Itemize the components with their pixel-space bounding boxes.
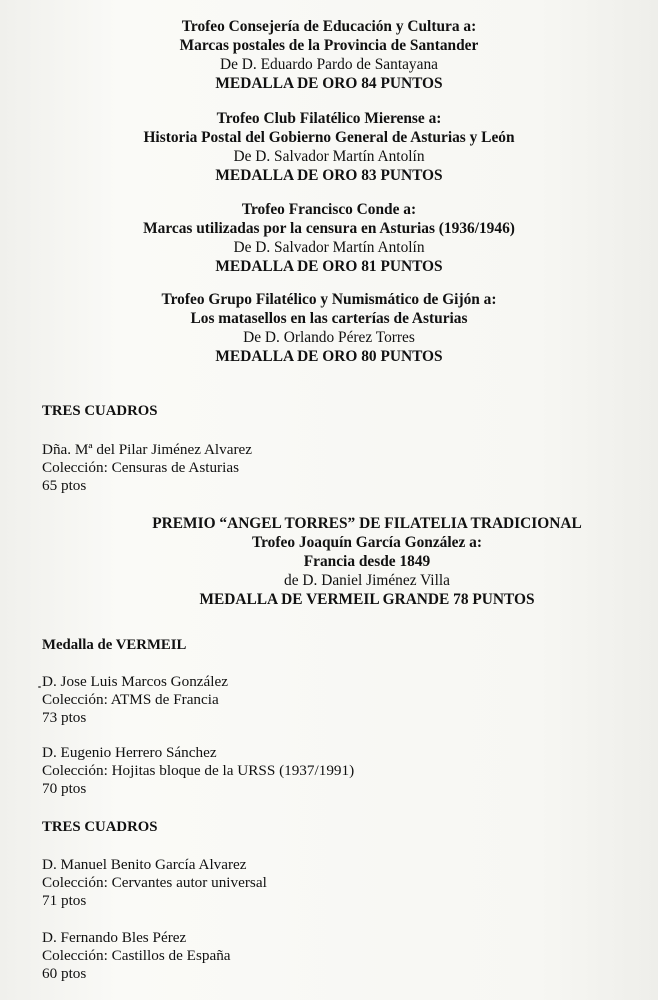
entrant-points: 65 ptos xyxy=(42,477,87,494)
author-line: De D. Eduardo Pardo de Santayana xyxy=(220,56,438,73)
entrant-name: D. Jose Luis Marcos González xyxy=(42,673,228,690)
entrant-points: 73 ptos xyxy=(42,709,87,726)
collection-title: Los matasellos en las carterías de Asturias xyxy=(190,310,468,327)
entrant-name: D. Manuel Benito García Alvarez xyxy=(42,856,247,873)
trophy-block-3 xyxy=(0,200,658,276)
author-line: de D. Daniel Jiménez Villa xyxy=(284,572,450,589)
trophy-block-1 xyxy=(0,17,658,93)
author-line: De D. Salvador Martín Antolín xyxy=(233,148,425,165)
entrant-name: Dña. Mª del Pilar Jiménez Alvarez xyxy=(42,441,252,458)
entrant-points: 70 ptos xyxy=(42,780,87,797)
entrant-name: D. Fernando Bles Pérez xyxy=(42,929,187,946)
entrant-points: 71 ptos xyxy=(42,892,87,909)
trophy-title: Trofeo Francisco Conde a: xyxy=(241,201,417,218)
entrant-name: D. Eugenio Herrero Sánchez xyxy=(42,744,217,761)
section-heading-vermeil: Medalla de VERMEIL xyxy=(42,637,187,653)
author-line: De D. Salvador Martín Antolín xyxy=(233,239,425,256)
section-heading-tres-cuadros: TRES CUADROS xyxy=(42,819,158,835)
section-heading-tres-cuadros: TRES CUADROS xyxy=(42,403,158,419)
entrant-collection: Colección: ATMS de Francia xyxy=(42,691,219,708)
author-line: De D. Orlando Pérez Torres xyxy=(243,329,415,346)
entrant-collection: Colección: Hojitas bloque de la URSS (1937/1991) xyxy=(42,762,355,779)
entrant-collection: Colección: Cervantes autor universal xyxy=(42,874,267,891)
collection-title: Marcas utilizadas por la censura en Asturias (1936/1946) xyxy=(143,220,515,237)
trophy-title: Trofeo Club Filatélico Mierense a: xyxy=(216,110,442,127)
medal-line: MEDALLA DE ORO 81 PUNTOS xyxy=(215,258,443,275)
medal-line: MEDALLA DE VERMEIL GRANDE 78 PUNTOS xyxy=(199,591,535,608)
collection-title: Marcas postales de la Provincia de Santander xyxy=(179,37,479,54)
trophy-block-4 xyxy=(0,290,658,366)
trophy-block-2 xyxy=(0,109,658,185)
medal-line: MEDALLA DE ORO 84 PUNTOS xyxy=(215,75,443,92)
collection-title: Francia desde 1849 xyxy=(303,553,431,570)
ink-speck xyxy=(38,686,41,688)
trophy-title: Trofeo Consejería de Educación y Cultura a: xyxy=(181,18,477,35)
collection-title: Historia Postal del Gobierno General de Asturias y León xyxy=(143,129,515,146)
list-item xyxy=(42,744,354,798)
medal-line: MEDALLA DE ORO 80 PUNTOS xyxy=(215,348,443,365)
trophy-title: Trofeo Grupo Filatélico y Numismático de Gijón a: xyxy=(161,291,497,308)
list-item xyxy=(42,929,231,983)
entrant-collection: Colección: Castillos de España xyxy=(42,947,231,964)
trophy-title: Trofeo Joaquín García González a: xyxy=(252,534,482,551)
medal-line: MEDALLA DE ORO 83 PUNTOS xyxy=(215,167,443,184)
list-item xyxy=(42,673,228,727)
entrant-collection: Colección: Censuras de Asturias xyxy=(42,459,239,476)
premio-title: PREMIO “ANGEL TORRES” DE FILATELIA TRADICIONAL xyxy=(152,515,582,532)
entrant-points: 60 ptos xyxy=(42,965,87,982)
list-item xyxy=(42,856,267,910)
premio-block xyxy=(38,514,658,609)
list-item xyxy=(42,441,252,495)
